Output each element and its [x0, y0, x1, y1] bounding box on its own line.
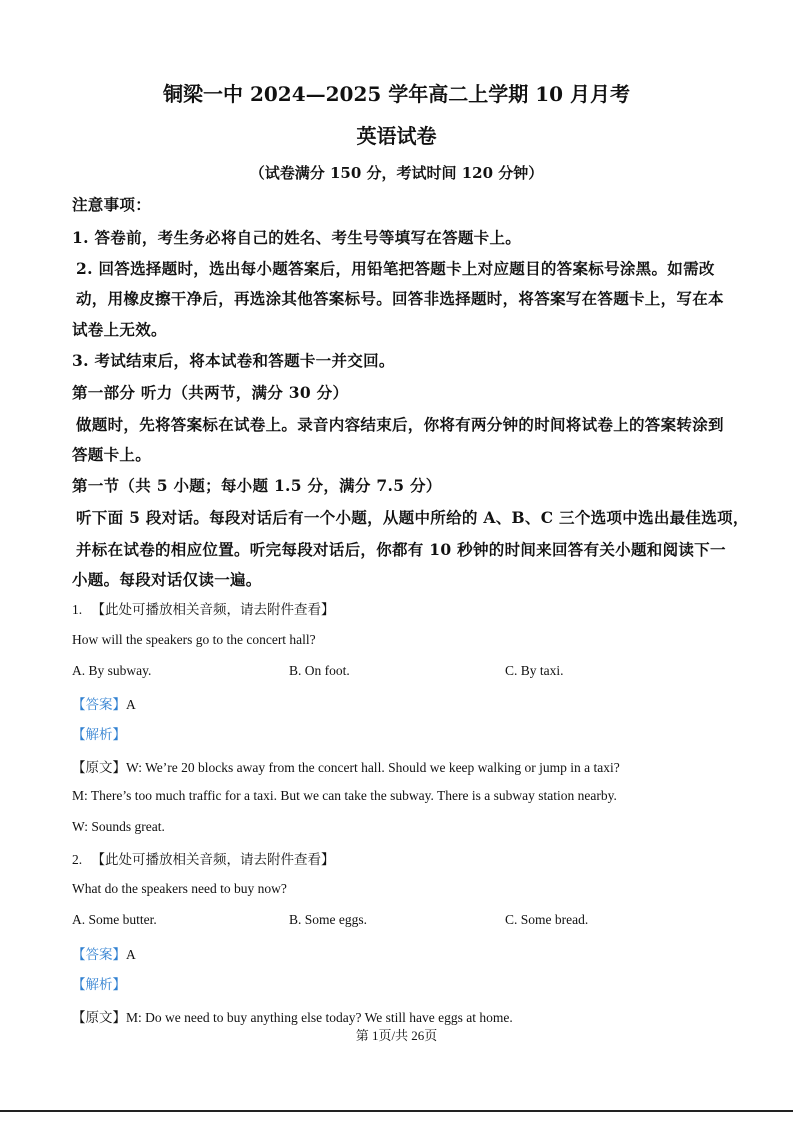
section1-intro-line-3: 小题。每段对话仅读一遍。 [72, 570, 262, 589]
answer-tag: 【答案】 [72, 947, 126, 962]
part1-intro-line-2: 答题卡上。 [72, 445, 152, 464]
question-1-option-a: A. By subway. [72, 663, 152, 678]
transcript-line: M: Do we need to buy anything else today? We still have eggs at home. [126, 1010, 513, 1025]
question-2-audio [72, 848, 335, 868]
question-number: 2. [72, 852, 83, 867]
question-2-text: What do the speakers need to buy now? [72, 881, 287, 896]
question-1-transcript-1 [72, 756, 620, 776]
transcript-tag: 【原文】 [72, 1010, 126, 1025]
question-2-option-a: A. Some butter. [72, 912, 157, 927]
section1-intro-line-2: 并标在试卷的相应位置。听完每段对话后，你都有 10 秒钟的时间来回答有关小题和阅读下一 [76, 540, 726, 559]
question-1-answer [72, 693, 136, 713]
section1-heading: 第一节（共 5 小题；每小题 1.5 分，满分 7.5 分） [72, 476, 442, 495]
answer-tag: 【答案】 [72, 697, 126, 712]
question-1-transcript-2: M: There’s too much traffic for a taxi. But we can take the subway. There is a subway station nearby. [72, 788, 617, 803]
question-1-analysis: 【解析】 [72, 727, 126, 742]
notes-item-2-line-2: 动，用橡皮擦干净后，再选涂其他答案标号。回答非选择题时，将答案写在答题卡上，写在本 [76, 289, 724, 308]
transcript-tag: 【原文】 [72, 760, 126, 775]
notes-item-2-line-1: 2. 回答选择题时，选出每小题答案后，用铅笔把答题卡上对应题目的答案标号涂黑。如需改 [76, 259, 715, 278]
notes-heading: 注意事项： [72, 195, 152, 214]
part1-intro-line-1: 做题时，先将答案标在试卷上。录音内容结束后，你将有两分钟的时间将试卷上的答案转涂到 [76, 415, 724, 434]
question-1-audio [72, 598, 335, 618]
transcript-line: W: We’re 20 blocks away from the concert hall. Should we keep walking or jump in a taxi? [126, 760, 620, 775]
answer-value: A [126, 947, 136, 962]
question-2-analysis: 【解析】 [72, 977, 126, 992]
question-1-option-c: C. By taxi. [505, 663, 564, 678]
question-2-option-c: C. Some bread. [505, 912, 589, 927]
exam-info: （试卷满分 150 分，考试时间 120 分钟） [249, 164, 544, 182]
question-2-option-b: B. Some eggs. [289, 912, 368, 927]
page-footer: 第 1页/共 26页 [355, 1028, 438, 1043]
question-2-transcript-1 [72, 1006, 513, 1026]
notes-item-2-line-3: 试卷上无效。 [72, 320, 167, 339]
part1-heading: 第一部分 听力（共两节，满分 30 分） [72, 383, 349, 402]
audio-note[interactable]: 【此处可播放相关音频，请去附件查看】 [91, 852, 335, 867]
question-1-transcript-3: W: Sounds great. [72, 819, 165, 834]
subject-title: 英语试卷 [356, 124, 437, 148]
question-1-option-b: B. On foot. [289, 663, 350, 678]
page-title: 铜梁一中 2024—2025 学年高二上学期 10 月月考 [162, 82, 630, 106]
notes-item-1: 1. 答卷前，考生务必将自己的姓名、考生号等填写在答题卡上。 [72, 228, 522, 247]
question-2-answer [72, 943, 136, 963]
question-number: 1. [72, 602, 83, 617]
audio-note[interactable]: 【此处可播放相关音频，请去附件查看】 [91, 602, 335, 617]
section1-intro-line-1: 听下面 5 段对话。每段对话后有一个小题，从题中所给的 A、B、C 三个选项中选出最佳选项， [76, 508, 749, 527]
notes-item-3: 3. 考试结束后，将本试卷和答题卡一并交回。 [72, 351, 395, 370]
question-1-text: How will the speakers go to the concert hall? [72, 632, 316, 647]
answer-value: A [126, 697, 136, 712]
page-bottom-rule [0, 1110, 793, 1112]
